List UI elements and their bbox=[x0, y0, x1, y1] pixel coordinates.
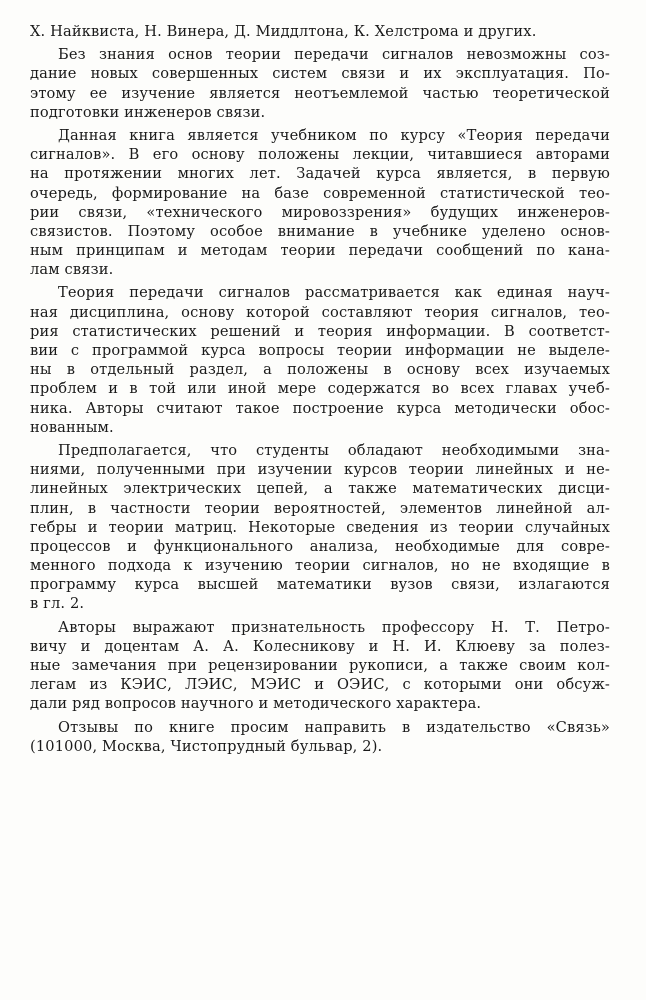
text-line: сигналов». В его основу положены лекции, читавшиеся авторами bbox=[30, 146, 610, 164]
paragraph bbox=[30, 441, 610, 614]
paragraph bbox=[30, 22, 610, 41]
text-line: связистов. Поэтому особое внимание в учебнике уделено основ- bbox=[30, 222, 610, 240]
text-line: процессов и функционального анализа, необходимые для совре- bbox=[30, 537, 610, 555]
text-line: легам из КЭИС, ЛЭИС, МЭИС и ОЭИС, с которыми они обсуж- bbox=[30, 676, 610, 694]
text-line: ны в отдельный раздел, а положены в основу всех изучаемых bbox=[30, 361, 610, 379]
text-line: дали ряд вопросов научного и методического характера. bbox=[30, 695, 482, 713]
paragraph bbox=[30, 718, 610, 756]
text-line: лам связи. bbox=[30, 261, 114, 279]
text-line: линейных электрических цепей, а также математических дисци- bbox=[30, 480, 610, 498]
text-line: вии с программой курса вопросы теории информации не выделе- bbox=[30, 342, 610, 359]
text-line: ника. Авторы считают такое построение курса методически обос- bbox=[30, 399, 610, 417]
paragraph bbox=[30, 618, 610, 714]
text-line: рии связи, «технического мировоззрения» будущих инженеров- bbox=[30, 203, 610, 221]
text-line: Отзывы по книге просим направить в издательство «Связь» bbox=[58, 718, 610, 736]
text-line: гебры и теории матриц. Некоторые сведения из теории случайных bbox=[30, 518, 610, 536]
text-line: Х. Найквиста, Н. Винера, Д. Миддлтона, К. Хелстрома и других. bbox=[30, 23, 537, 40]
text-line: рия статистических решений и теория информации. В соответст- bbox=[30, 322, 610, 340]
text-line: очередь, формирование на базе современной статистической тео- bbox=[30, 184, 610, 202]
text-line: ным принципам и методам теории передачи сообщений по кана- bbox=[30, 242, 610, 260]
text-line: подготовки инженеров связи. bbox=[30, 103, 266, 121]
paragraph bbox=[30, 126, 610, 280]
text-line: ные замечания при рецензировании рукописи, а также своим кол- bbox=[30, 657, 610, 674]
text-line: плин, в частности теории вероятностей, элементов линейной ал- bbox=[30, 499, 610, 517]
text-line: Авторы выражают признательность профессору Н. Т. Петро- bbox=[58, 618, 610, 636]
text-line: Предполагается, что студенты обладают необходимыми зна- bbox=[58, 441, 610, 459]
body-text bbox=[30, 22, 610, 756]
text-line: проблем и в той или иной мере содержатся во всех главах учеб- bbox=[30, 380, 610, 398]
text-line: ная дисциплина, основу которой составляют теория сигналов, тео- bbox=[30, 303, 610, 321]
text-line: ниями, полученными при изучении курсов теории линейных и не- bbox=[30, 461, 610, 479]
text-line: дание новых совершенных систем связи и их эксплуатация. По- bbox=[30, 65, 610, 83]
text-line: Теория передачи сигналов рассматривается как единая науч- bbox=[58, 284, 610, 302]
text-line: нованным. bbox=[30, 418, 114, 436]
text-line: в гл. 2. bbox=[30, 595, 85, 613]
text-line: на протяжении многих лет. Задачей курса является, в первую bbox=[30, 165, 610, 183]
text-line: Без знания основ теории передачи сигналов невозможны соз- bbox=[58, 46, 610, 64]
text-line: (101000, Москва, Чистопрудный бульвар, 2). bbox=[30, 737, 383, 755]
text-line: этому ее изучение является неотъемлемой частью теоретической bbox=[30, 84, 610, 102]
text-line: вичу и доцентам А. А. Колесникову и Н. И. Клюеву за полез- bbox=[30, 637, 610, 655]
paragraph bbox=[30, 283, 610, 437]
text-line: менного подхода к изучению теории сигналов, но не входящие в bbox=[30, 557, 610, 575]
text-line: программу курса высшей математики вузов связи, излагаются bbox=[30, 576, 610, 594]
paragraph bbox=[30, 45, 610, 122]
text-line: Данная книга является учебником по курсу «Теория передачи bbox=[58, 126, 610, 144]
